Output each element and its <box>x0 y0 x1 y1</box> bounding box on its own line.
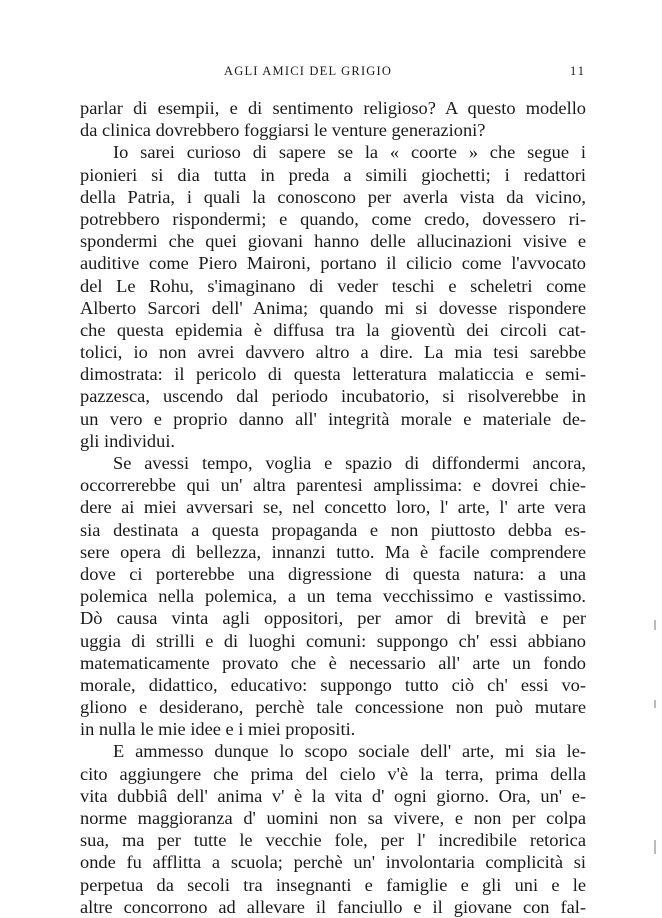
text-line: parlar di esempii, e di sentimento religioso? A questo modello <box>80 98 586 118</box>
text-line: sia destinata a questa propaganda e non piuttosto debba es- <box>80 519 586 540</box>
text-line: Io sarei curioso di sapere se la « coorte » che segue i <box>113 142 586 163</box>
text-line: spondermi che quei giovani hanno delle allucinazioni visive e <box>80 231 586 252</box>
body-text <box>80 97 586 918</box>
text-line: vita dubbiâ dell' anima v' è la vita d' ogni giorno. Ora, un' e- <box>80 785 586 806</box>
text-line: potrebbero rispondermi; e quando, come credo, dovessero ri- <box>80 208 586 229</box>
text-line: del Le Rohu, s'imaginano di veder teschi e scheletri come <box>80 275 586 296</box>
text-line: dove ci porterebbe una digressione di questa natura: a una <box>80 563 586 584</box>
scan-edge-mark <box>654 700 656 708</box>
text-line: occorrerebbe qui un' altra parentesi amplissima: e dovrei chie- <box>80 475 586 496</box>
text-line: altre concorrono ad allevare il fanciullo e il giovane con fal- <box>80 896 586 917</box>
text-line: auditive come Piero Maironi, portano il cilicio come l'avvocato <box>80 253 586 274</box>
text-line: onde fu afflitta a scuola; perchè un' involontaria complicità si <box>80 852 586 873</box>
running-head <box>80 64 586 84</box>
text-line: gli individui. <box>80 430 176 451</box>
text-line: Dò causa vinta agli oppositori, per amor di brevità e per <box>80 608 586 629</box>
text-line: cito aggiungere che prima del cielo v'è la terra, prima della <box>80 763 586 784</box>
page-number: 11 <box>569 64 586 78</box>
text-line: tolici, io non avrei davvero altro a dire. La mia tesi sarebbe <box>80 342 586 363</box>
text-line: che questa epidemia è diffusa tra la gioventù dei circoli cat- <box>80 319 586 340</box>
text-line: matematicamente provato che è necessario all' arte un fondo <box>80 652 586 673</box>
text-line: Se avessi tempo, voglia e spazio di diffondermi ancora, <box>113 453 586 473</box>
text-line: sua, ma per tutte le vecchie fole, per l' incredibile retorica <box>80 830 586 851</box>
text-line: da clinica dovrebbero foggiarsi le venture generazioni? <box>80 120 486 141</box>
text-line: della Patria, i quali la conoscono per averla vista da vicino, <box>80 186 586 207</box>
scan-edge-mark <box>654 620 656 630</box>
text-line: gliono e desiderano, perchè tale concessione non può mutare <box>80 697 586 718</box>
text-line: Alberto Sarcori dell' Anima; quando mi si dovesse rispondere <box>80 297 586 318</box>
text-line: morale, didattico, educativo: suppongo tutto ciò ch' essi vo- <box>80 674 586 695</box>
text-line: sere opera di bellezza, innanzi tutto. Ma è facile comprendere <box>80 541 586 562</box>
text-line: un vero e proprio danno all' integrità morale e materiale de- <box>80 408 586 429</box>
text-line: dimostrata: il pericolo di questa letteratura malaticcia e semi- <box>80 364 586 385</box>
text-line: polemica nella polemica, a un tema vecchissimo e vastissimo. <box>80 586 586 607</box>
running-title: AGLI AMICI DEL GRIGIO <box>224 64 393 78</box>
text-line: pionieri si dia tutta in preda a simili giochetti; i redattori <box>80 164 586 185</box>
text-line: perpetua da secoli tra insegnanti e famiglie e gli uni e le <box>80 874 586 895</box>
text-line: in nulla le mie idee e i miei propositi. <box>80 719 356 740</box>
text-line: E ammesso dunque lo scopo sociale dell' arte, mi sia le- <box>113 741 586 762</box>
text-line: norme maggioranza d' uomini non sa vivere, e non per colpa <box>80 808 586 828</box>
text-line: dere ai miei avversari se, nel concetto loro, l' arte, l' arte vera <box>80 497 586 518</box>
text-line: pazzesca, uscendo dal periodo incubatorio, si risolverebbe in <box>80 386 586 407</box>
text-line: uggia di strilli e di luoghi comuni: suppongo ch' essi abbiano <box>80 630 586 651</box>
scan-edge-mark <box>654 840 656 854</box>
